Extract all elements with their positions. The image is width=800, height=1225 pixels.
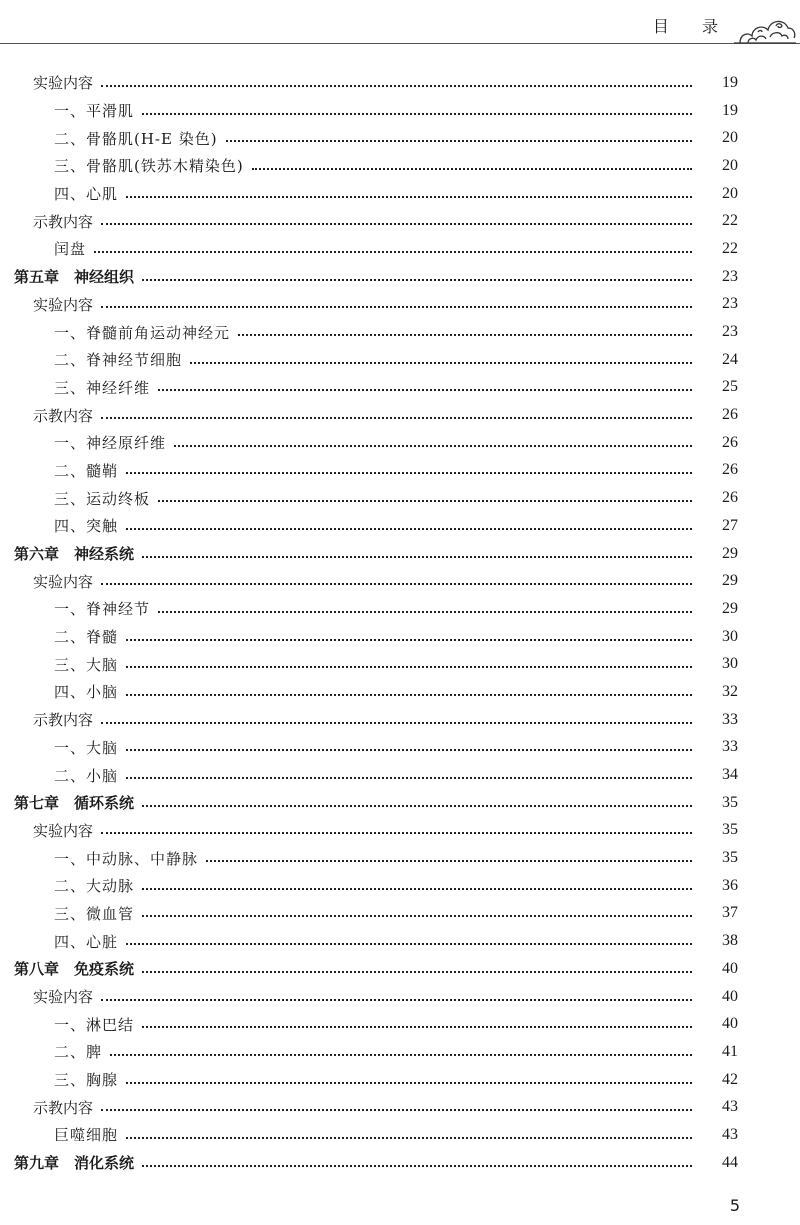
toc-section-entry [0, 1093, 800, 1121]
cloud-ornament-icon [730, 4, 800, 54]
toc-dot-leader [142, 1026, 692, 1028]
toc-entry-title: 一、中动脉、中静脉 [54, 849, 199, 868]
toc-entry-title: 一、脊神经节 [54, 600, 151, 619]
header-title: 目 录 [652, 17, 732, 36]
toc-entry-title: 一、淋巴结 [54, 1015, 135, 1034]
toc-dot-leader [142, 915, 692, 917]
toc-subsection-entry [0, 374, 800, 402]
toc-entry-page: 33 [722, 738, 738, 756]
toc-entry-page: 26 [722, 433, 738, 451]
toc-dot-leader [226, 140, 692, 142]
toc-entry-title: 四、突触 [54, 517, 119, 536]
toc-entry-title: 二、小脑 [54, 766, 119, 785]
toc-subsection-entry [0, 678, 800, 706]
toc-entry-page: 26 [722, 461, 738, 479]
toc-entry-page: 29 [722, 572, 738, 590]
toc-subsection-entry [0, 1038, 800, 1066]
toc-dot-leader [126, 1082, 692, 1084]
toc-subsection-entry [0, 872, 800, 900]
toc-entry-page: 20 [722, 156, 738, 174]
toc-dot-leader [110, 1054, 692, 1056]
toc-entry-page: 40 [722, 959, 738, 977]
toc-entry-page: 43 [722, 1098, 738, 1116]
toc-dot-leader [101, 832, 692, 834]
toc-entry-page: 35 [722, 821, 738, 839]
toc-entry-page: 37 [722, 904, 738, 922]
toc-subsection-entry [0, 1121, 800, 1149]
toc-entry-page: 19 [722, 101, 738, 119]
toc-section-entry [0, 401, 800, 429]
toc-entry-title: 第九章 消化系统 [14, 1154, 135, 1173]
toc-subsection-entry [0, 623, 800, 651]
toc-entry-title: 示教内容 [33, 212, 94, 231]
toc-subsection-entry [0, 124, 800, 152]
toc-chapter-entry [0, 1149, 800, 1177]
toc-dot-leader [174, 445, 692, 447]
toc-dot-leader [190, 362, 692, 364]
toc-dot-leader [94, 251, 692, 253]
toc-subsection-entry [0, 650, 800, 678]
toc-entry-page: 26 [722, 406, 738, 424]
toc-entry-page: 30 [722, 655, 738, 673]
toc-dot-leader [142, 805, 692, 807]
toc-entry-page: 27 [722, 516, 738, 534]
toc-subsection-entry [0, 844, 800, 872]
toc-subsection-entry [0, 346, 800, 374]
toc-entry-title: 二、骨骼肌(H-E 染色) [54, 129, 218, 148]
toc-subsection-entry [0, 1066, 800, 1094]
toc-section-entry [0, 291, 800, 319]
toc-entry-page: 33 [722, 710, 738, 728]
table-of-contents [0, 69, 800, 1177]
toc-dot-leader [142, 1165, 692, 1167]
toc-chapter-entry [0, 263, 800, 291]
toc-dot-leader [238, 334, 692, 336]
toc-subsection-entry [0, 512, 800, 540]
toc-dot-leader [126, 196, 692, 198]
toc-entry-title: 闰盘 [54, 240, 87, 259]
toc-entry-page: 38 [722, 932, 738, 950]
toc-dot-leader [101, 1109, 692, 1111]
toc-section-entry [0, 207, 800, 235]
toc-section-entry [0, 69, 800, 97]
toc-entry-page: 30 [722, 627, 738, 645]
toc-section-entry [0, 983, 800, 1011]
toc-dot-leader [158, 611, 692, 613]
toc-subsection-entry [0, 318, 800, 346]
toc-subsection-entry [0, 484, 800, 512]
toc-entry-title: 实验内容 [33, 295, 94, 314]
toc-dot-leader [126, 639, 692, 641]
toc-subsection-entry [0, 235, 800, 263]
toc-entry-title: 三、神经纤维 [54, 378, 151, 397]
toc-entry-title: 第七章 循环系统 [14, 794, 135, 813]
toc-dot-leader [206, 860, 692, 862]
toc-dot-leader [126, 943, 692, 945]
page-header [0, 0, 800, 56]
toc-entry-title: 第五章 神经组织 [14, 268, 135, 287]
toc-entry-title: 巨噬细胞 [54, 1126, 119, 1145]
toc-entry-page: 44 [722, 1153, 738, 1171]
toc-dot-leader [252, 168, 692, 170]
toc-entry-page: 29 [722, 599, 738, 617]
toc-entry-page: 23 [722, 295, 738, 313]
toc-dot-leader [101, 722, 692, 724]
toc-entry-title: 四、小脑 [54, 683, 119, 702]
toc-dot-leader [142, 556, 692, 558]
toc-entry-page: 24 [722, 350, 738, 368]
toc-entry-title: 实验内容 [33, 821, 94, 840]
toc-section-entry [0, 567, 800, 595]
toc-entry-title: 四、心脏 [54, 932, 119, 951]
toc-subsection-entry [0, 927, 800, 955]
toc-entry-title: 二、脊神经节细胞 [54, 351, 183, 370]
toc-entry-page: 35 [722, 793, 738, 811]
toc-dot-leader [158, 389, 692, 391]
toc-dot-leader [101, 583, 692, 585]
toc-subsection-entry [0, 761, 800, 789]
toc-entry-title: 示教内容 [33, 406, 94, 425]
toc-chapter-entry [0, 955, 800, 983]
toc-subsection-entry [0, 152, 800, 180]
toc-entry-page: 43 [722, 1125, 738, 1143]
toc-entry-title: 第八章 免疫系统 [14, 960, 135, 979]
toc-dot-leader [101, 306, 692, 308]
toc-dot-leader [126, 472, 692, 474]
toc-entry-title: 第六章 神经系统 [14, 545, 135, 564]
toc-dot-leader [101, 85, 692, 87]
toc-entry-page: 19 [722, 73, 738, 91]
toc-entry-title: 示教内容 [33, 1098, 94, 1117]
toc-entry-title: 示教内容 [33, 711, 94, 730]
toc-entry-page: 29 [722, 544, 738, 562]
toc-dot-leader [142, 113, 692, 115]
toc-entry-title: 一、大脑 [54, 738, 119, 757]
toc-entry-title: 实验内容 [33, 74, 94, 93]
toc-dot-leader [101, 223, 692, 225]
toc-dot-leader [142, 971, 692, 973]
toc-dot-leader [101, 999, 692, 1001]
header-rule [0, 43, 800, 44]
toc-chapter-entry [0, 789, 800, 817]
toc-entry-title: 三、运动终板 [54, 489, 151, 508]
toc-entry-title: 四、心肌 [54, 185, 119, 204]
toc-dot-leader [158, 500, 692, 502]
toc-entry-page: 41 [722, 1042, 738, 1060]
toc-dot-leader [126, 666, 692, 668]
toc-entry-page: 22 [722, 239, 738, 257]
toc-entry-page: 35 [722, 849, 738, 867]
toc-dot-leader [126, 749, 692, 751]
toc-dot-leader [142, 279, 692, 281]
toc-entry-title: 二、髓鞘 [54, 461, 119, 480]
toc-entry-title: 一、脊髓前角运动神经元 [54, 323, 231, 342]
toc-entry-title: 一、平滑肌 [54, 102, 135, 121]
toc-dot-leader [142, 888, 692, 890]
toc-subsection-entry [0, 595, 800, 623]
toc-entry-title: 一、神经原纤维 [54, 434, 167, 453]
toc-entry-title: 实验内容 [33, 572, 94, 591]
toc-subsection-entry [0, 457, 800, 485]
toc-entry-title: 三、微血管 [54, 904, 135, 923]
toc-entry-page: 40 [722, 1015, 738, 1033]
toc-entry-page: 23 [722, 267, 738, 285]
toc-section-entry [0, 706, 800, 734]
toc-entry-page: 20 [722, 184, 738, 202]
toc-dot-leader [126, 694, 692, 696]
toc-entry-title: 实验内容 [33, 988, 94, 1007]
toc-dot-leader [101, 417, 692, 419]
toc-entry-page: 20 [722, 129, 738, 147]
toc-entry-title: 三、骨骼肌(铁苏木精染色) [54, 157, 244, 176]
page-number: 5 [729, 1196, 740, 1215]
toc-subsection-entry [0, 1010, 800, 1038]
toc-subsection-entry [0, 97, 800, 125]
toc-subsection-entry [0, 900, 800, 928]
toc-entry-page: 36 [722, 876, 738, 894]
toc-entry-page: 22 [722, 212, 738, 230]
toc-dot-leader [126, 777, 692, 779]
toc-entry-page: 26 [722, 489, 738, 507]
toc-entry-title: 二、脾 [54, 1043, 103, 1062]
toc-entry-page: 42 [722, 1070, 738, 1088]
toc-entry-page: 34 [722, 766, 738, 784]
toc-entry-page: 40 [722, 987, 738, 1005]
toc-entry-title: 二、脊髓 [54, 628, 119, 647]
toc-section-entry [0, 817, 800, 845]
toc-entry-page: 25 [722, 378, 738, 396]
toc-dot-leader [126, 1137, 692, 1139]
toc-entry-page: 32 [722, 682, 738, 700]
toc-dot-leader [126, 528, 692, 530]
toc-subsection-entry [0, 734, 800, 762]
toc-entry-title: 二、大动脉 [54, 877, 135, 896]
toc-subsection-entry [0, 429, 800, 457]
toc-entry-title: 三、大脑 [54, 655, 119, 674]
toc-entry-page: 23 [722, 323, 738, 341]
toc-chapter-entry [0, 540, 800, 568]
toc-subsection-entry [0, 180, 800, 208]
toc-entry-title: 三、胸腺 [54, 1071, 119, 1090]
